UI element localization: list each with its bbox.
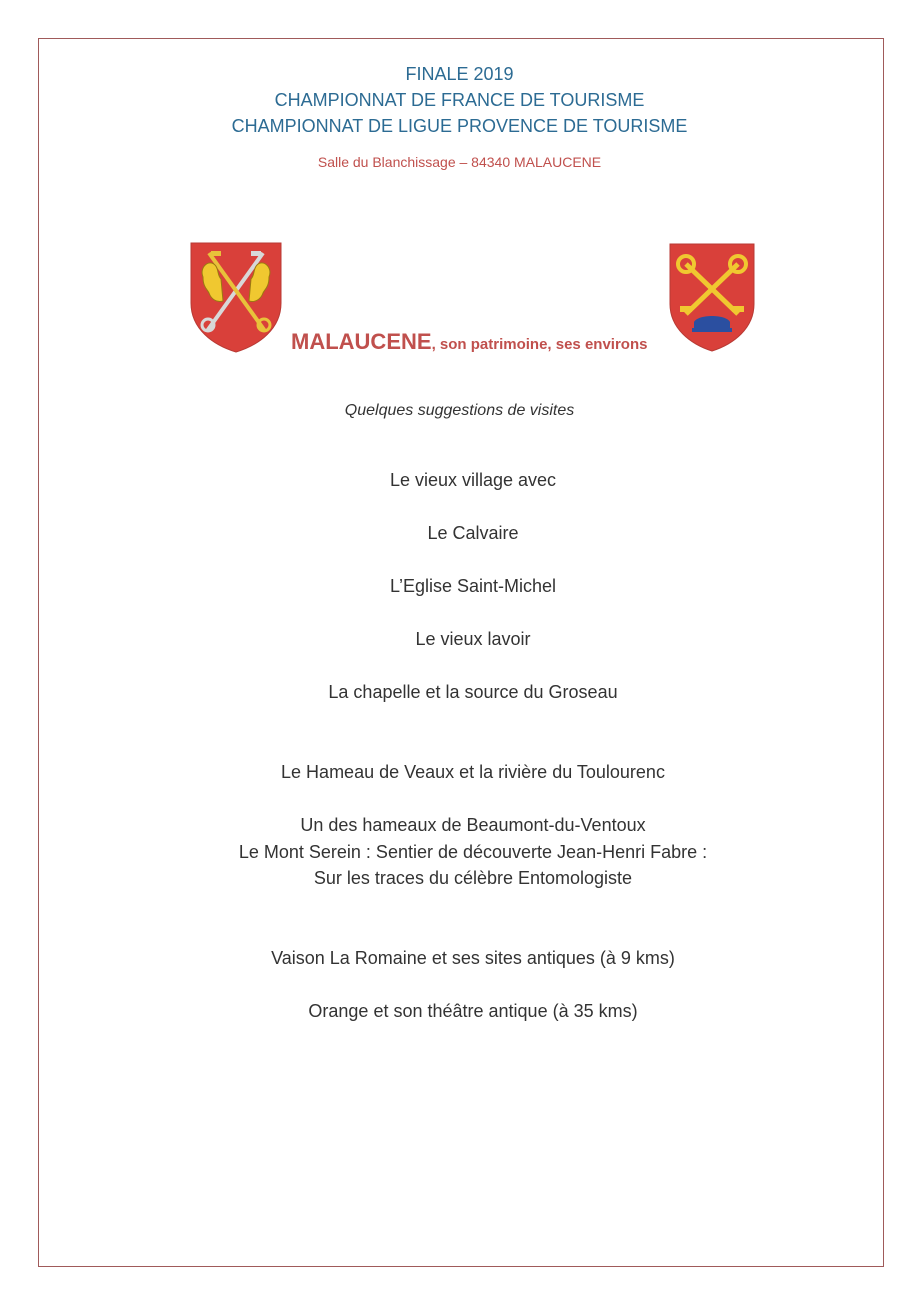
coat-of-arms-right-icon: [668, 242, 756, 352]
list-item: Le Mont Serein : Sentier de découverte Jean-Henri Fabre :: [238, 842, 708, 862]
list-item: Sur les traces du célèbre Entomologiste: [313, 868, 633, 888]
list-item: Le Hameau de Veaux et la rivière du Toulourenc: [281, 762, 665, 782]
list-item: Un des hameaux de Beaumont-du-Ventoux: [300, 815, 646, 835]
visits-subtitle: Quelques suggestions de visites: [344, 402, 575, 419]
header-line-championnat-france: CHAMPIONNAT DE FRANCE DE TOURISME: [274, 90, 645, 110]
title-subtitle: , son patrimoine, ses environs: [431, 336, 648, 353]
list-item: Orange et son théâtre antique (à 35 kms): [308, 1001, 638, 1021]
venue-address: Salle du Blanchissage – 84340 MALAUCENE: [317, 154, 602, 170]
list-item: La chapelle et la source du Groseau: [328, 682, 618, 702]
header-line-finale: FINALE 2019: [405, 64, 514, 84]
list-item: Vaison La Romaine et ses sites antiques (à 9 kms): [271, 948, 675, 968]
document-title: [291, 329, 647, 355]
coat-of-arms-left-icon: [189, 241, 283, 353]
header-line-championnat-ligue: CHAMPIONNAT DE LIGUE PROVENCE DE TOURISME: [231, 116, 688, 136]
list-item: Le vieux village avec: [389, 470, 557, 490]
list-item: L’Eglise Saint-Michel: [389, 576, 557, 596]
list-item: Le Calvaire: [427, 523, 519, 543]
page-border: [38, 38, 884, 1267]
list-item: Le vieux lavoir: [415, 629, 531, 649]
title-town: MALAUCENE: [291, 329, 432, 354]
